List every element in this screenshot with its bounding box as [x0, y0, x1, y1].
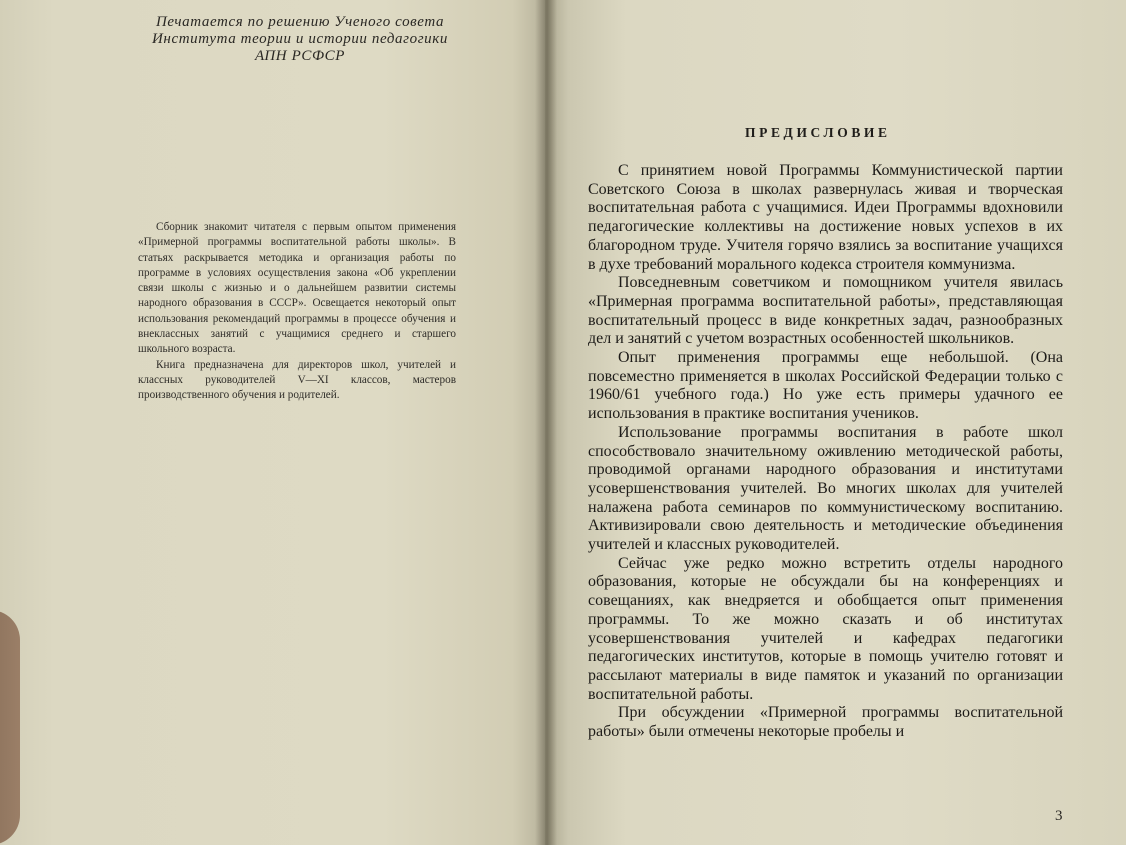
- annotation-block: [138, 220, 456, 404]
- imprint-line: Печатается по решению Ученого совета: [155, 14, 445, 30]
- preface-paragraph: При обсуждении «Примерной программы воспитательной работы» были отмечены некоторые пробелы и: [588, 704, 1063, 741]
- left-page: [0, 0, 545, 845]
- imprint-note: [120, 14, 480, 65]
- book-gutter: [535, 0, 557, 845]
- preface-paragraph: Сейчас уже редко можно встретить отделы народного образования, которые не обсуждали бы на конференциях и совещаниях, как внедряется и обобщается опыт применения программы. То же можно сказать и об институтах усовершенствования учителей и кафедрах педагогики педагогических институтов, которые в помощь учителю готовят и рассылают материалы в виде памяток и указаний по организации воспитательной работы.: [588, 554, 1063, 703]
- preface-paragraph: Опыт применения программы еще небольшой. (Она повсеместно применяется в школах Российской Федерации только с 1960/61 учебного года.) Но уже есть примеры удачного ее использования в практике воспитания учеников.: [588, 349, 1063, 423]
- imprint-line: АПН РСФСР: [254, 48, 345, 64]
- preface-paragraph: Повседневным советчиком и помощником учителя явилась «Примерная программа воспитательной работы», представляющая воспитательный процесс в виде конкретных задач, разнообразных дел и занятий с учетом возрастных особенностей школьников.: [588, 274, 1063, 348]
- annotation-paragraph: Книга предназначена для директоров школ, учителей и классных руководителей V—XI классов, мастеров производственного обучения и родителей.: [138, 358, 456, 402]
- preface-paragraph: Использование программы воспитания в работе школ способствовало значительному оживлению методической работы, проводимой органами народного образования и институтами усовершенствования учителей. Во многих школах для учителей налажена работа семинаров по коммунистическому воспитанию. Активизировали свою деятельность и методические объединения учителей и классных руководителей.: [588, 423, 1063, 554]
- preface-heading: ПРЕДИСЛОВИЕ: [745, 125, 891, 140]
- preface-paragraph: С принятием новой Программы Коммунистической партии Советского Союза в школах развернулась живая и творческая воспитательная работа с учащимися. Идеи Программы вдохновили педагогические коллективы на достижение новых успехов в их благородном труде. Учителя горячо взялись за воспитание учащихся в духе требований морального кодекса строителя коммунизма.: [588, 162, 1063, 273]
- annotation-paragraph: Сборник знакомит читателя с первым опытом применения «Примерной программы воспитательной работы школы». В статьях раскрывается методика и организация работы по программе в условиях осуществления закона «Об укреплении связи школы с жизнью и о дальнейшем развитии системы народного образования в СССР». Освещается некоторый опыт использования рекомендаций программы в процессе обучения и внеклассных занятий с учащимися среднего и старшего школьного возраста.: [138, 221, 456, 356]
- imprint-line: Института теории и истории педагогики: [152, 31, 448, 47]
- preface-body: [588, 162, 1063, 742]
- page-number: 3: [1055, 808, 1063, 824]
- thumb-holding-page: [0, 610, 20, 845]
